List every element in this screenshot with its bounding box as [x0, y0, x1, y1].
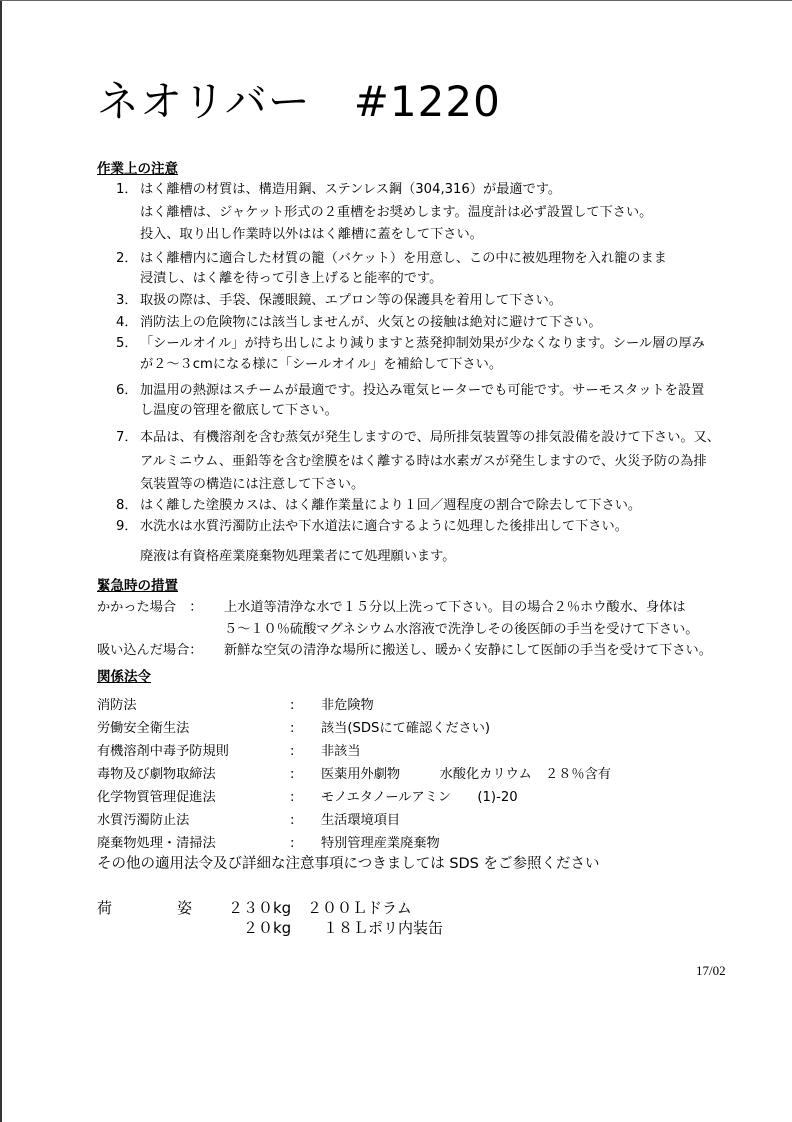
- list-item: 1． はく離槽の材質は、構造用鋼、ステンレス鋼（304,316）が最適です。: [116, 182, 562, 197]
- packaging-weight: ２０kg: [243, 919, 292, 937]
- list-item: 5． 「シールオイル」が持ち出しにより減りますと蒸発抑制効果が少なくなります。シール層の厚み: [116, 336, 705, 351]
- law-colon: :: [290, 767, 295, 782]
- list-item-continuation: が２～３cmになる様に「シールオイル」を補給して下さい。: [140, 357, 503, 372]
- list-item: 4． 消防法上の危険物には該当しませんが、火気との接触は絶対に避けて下さい。: [116, 315, 602, 330]
- list-item: 2． はく離槽内に適合した材質の籠（バケット）を用意し、この中に被処理物を入れ籠のまま: [116, 251, 667, 266]
- revision-code: 17/02: [696, 963, 726, 978]
- list-item-continuation: し温度の管理を徹底して下さい。: [140, 403, 338, 418]
- sds-note: その他の適用法令及び詳細な注意事項につきましては SDS をご参照ください: [97, 856, 600, 872]
- item-number: 6．: [116, 383, 138, 398]
- emergency-heading: 緊急時の措置: [97, 578, 178, 594]
- list-item: 7． 本品は、有機溶剤を含む蒸気が発生しますので、局所排気装置等の排気設備を設けて下さい。又、: [116, 430, 720, 445]
- list-item-continuation: 廃液は有資格産業廃棄物処理業者にて処理願います。: [140, 549, 456, 564]
- list-item: 8． はく離した塗膜カスは、はく離作業量により１回／週程度の割合で除去して下さい。: [116, 498, 642, 513]
- item-number: 5．: [116, 336, 138, 351]
- page-border-top: [0, 0, 792, 1]
- inhale-label: 吸い込んだ場合：: [97, 643, 203, 658]
- law-colon: :: [290, 698, 295, 713]
- item-number: 3．: [116, 293, 138, 308]
- law-name: 労働安全衛生法: [97, 721, 190, 736]
- packaging-label-2: 姿: [177, 899, 193, 917]
- law-value: 非該当: [321, 744, 361, 759]
- work-precautions-heading: 作業上の注意: [97, 161, 178, 177]
- packaging-container: ２００Ｌドラム: [307, 899, 412, 917]
- law-colon: :: [290, 744, 295, 759]
- law-value: 特別管理産業廃棄物: [321, 836, 440, 851]
- laws-heading: 関係法令: [97, 669, 151, 685]
- list-item: 3． 取扱の際は、手袋、保護眼鏡、エプロン等の保護具を着用して下さい。: [116, 293, 562, 308]
- document-title: ネオリバー #1220: [97, 77, 501, 126]
- item-number: 1．: [116, 182, 138, 197]
- list-item-continuation: 投入、取り出し作業時以外ははく離槽に蓋をして下さい。: [140, 227, 483, 242]
- law-name: 有機溶剤中毒予防規則: [97, 744, 229, 759]
- packaging-container: １８Ｌポリ内装缶: [323, 919, 444, 937]
- page-border: [0, 0, 2, 1122]
- item-number: 9．: [116, 519, 138, 534]
- law-colon: :: [290, 790, 295, 805]
- contact-instructions: 上水道等清浄な水で１５分以上洗って下さい。目の場合２％ホウ酸水、身体は: [224, 600, 686, 615]
- law-name: 水質汚濁防止法: [97, 813, 190, 828]
- item-number: 7．: [116, 430, 138, 445]
- packaging-weight: ２３０kg: [228, 899, 292, 917]
- law-name: 毒物及び劇物取締法: [97, 767, 216, 782]
- list-item-continuation: アルミニウム、亜鉛等を含む塗膜をはく離する時は水素ガスが発生しますので、火災予防の為排: [140, 454, 707, 469]
- list-item: 9． 水洗水は水質汚濁防止法や下水道法に適合するように処理した後排出して下さい。: [116, 519, 628, 534]
- law-value: 医薬用外劇物 水酸化カリウム ２８％含有: [321, 767, 611, 782]
- law-name: 化学物質管理促進法: [97, 790, 216, 805]
- list-item: 6． 加温用の熱源はスチームが最適です。投込み電気ヒーターでも可能です。サーモスタットを設置: [116, 383, 705, 398]
- inhale-instructions: 新鮮な空気の清浄な場所に搬送し、暖かく安静にして医師の手当を受けて下さい。: [224, 643, 712, 658]
- law-value: 生活環境項目: [321, 813, 401, 828]
- item-number: 8．: [116, 498, 138, 513]
- contact-label: かかった場合 ：: [97, 600, 203, 615]
- law-colon: :: [290, 721, 295, 736]
- law-value: 該当(SDSにて確認ください): [321, 721, 491, 736]
- item-number: 4．: [116, 315, 138, 330]
- list-item-continuation: 浸漬し、はく離を待って引き上げると能率的です。: [140, 271, 443, 286]
- law-value: 非危険物: [321, 698, 374, 713]
- list-item-continuation: 気装置等の構造には注意して下さい。: [140, 477, 365, 492]
- law-name: 廃棄物処理・清掃法: [97, 836, 216, 851]
- list-item-continuation: はく離槽は、ジャケット形式の２重槽をお奨めします。温度計は必ず設置して下さい。: [140, 205, 653, 220]
- law-name: 消防法: [97, 698, 137, 713]
- law-colon: :: [290, 813, 295, 828]
- packaging-label-1: 荷: [97, 899, 113, 917]
- law-value: モノエタノールアミン (1)-20: [321, 790, 518, 805]
- law-colon: :: [290, 836, 295, 851]
- contact-instructions-continuation: ５～１０％硫酸マグネシウム水溶液で洗浄しその後医師の手当を受けて下さい。: [224, 622, 699, 637]
- item-number: 2．: [116, 251, 138, 266]
